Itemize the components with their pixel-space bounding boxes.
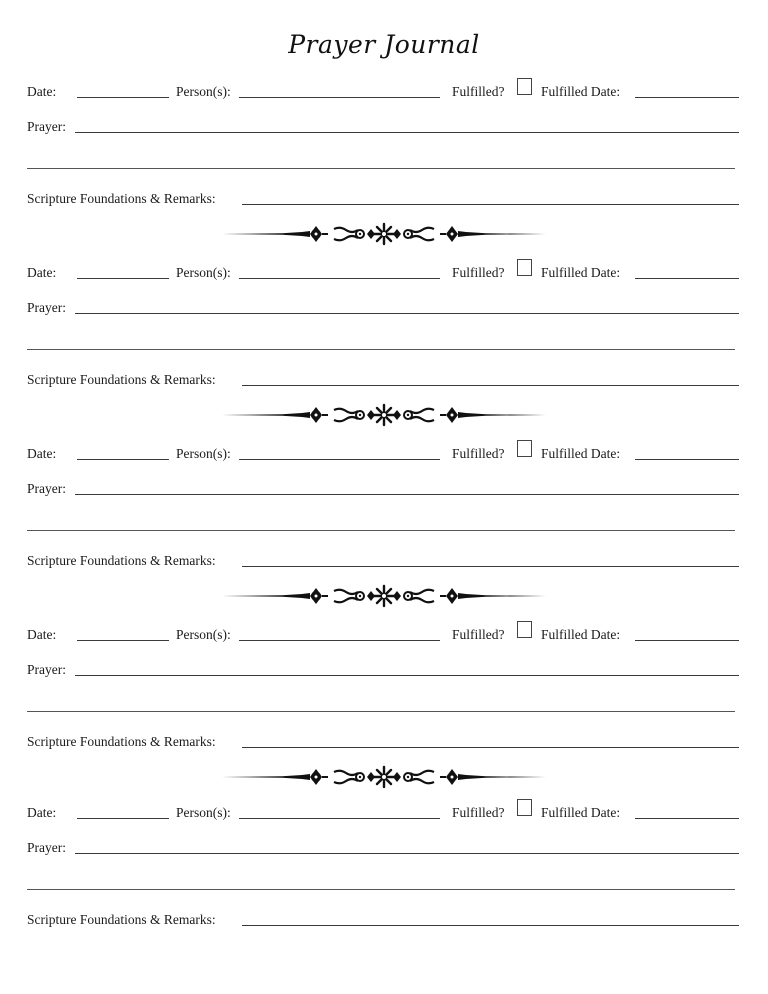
- prayer-continuation-line[interactable]: [27, 530, 735, 531]
- prayer-continuation-line[interactable]: [27, 168, 735, 169]
- prayer-field[interactable]: [75, 132, 739, 133]
- fulfilled-checkbox-icon[interactable]: [517, 78, 532, 95]
- page-title: Prayer Journal: [288, 30, 480, 59]
- prayer-field[interactable]: [75, 675, 739, 676]
- fulfilled-label: Fulfilled?: [452, 265, 505, 280]
- fulfilled-date-field[interactable]: [635, 97, 739, 98]
- prayer-label: Prayer:: [27, 840, 66, 855]
- fulfilled-date-field[interactable]: [635, 278, 739, 279]
- persons-field[interactable]: [239, 97, 440, 98]
- ornamental-divider-icon: [222, 222, 546, 246]
- persons-label: Person(s):: [176, 84, 231, 99]
- date-field[interactable]: [77, 278, 169, 279]
- scripture-label: Scripture Foundations & Remarks:: [27, 912, 216, 927]
- scripture-label: Scripture Foundations & Remarks:: [27, 553, 216, 568]
- scripture-label: Scripture Foundations & Remarks:: [27, 734, 216, 749]
- fulfilled-date-field[interactable]: [635, 459, 739, 460]
- prayer-continuation-line[interactable]: [27, 889, 735, 890]
- date-label: Date:: [27, 265, 57, 280]
- scripture-row: [27, 189, 739, 209]
- persons-field[interactable]: [239, 459, 440, 460]
- fulfilled-label: Fulfilled?: [452, 84, 505, 99]
- entry-header-row: [27, 82, 739, 102]
- prayer-label: Prayer:: [27, 300, 66, 315]
- fulfilled-checkbox-icon[interactable]: [517, 621, 532, 638]
- scripture-label: Scripture Foundations & Remarks:: [27, 372, 216, 387]
- fulfilled-checkbox-icon[interactable]: [517, 259, 532, 276]
- prayer-row: [27, 117, 739, 137]
- prayer-field[interactable]: [75, 494, 739, 495]
- scripture-field[interactable]: [242, 204, 739, 205]
- persons-label: Person(s):: [176, 627, 231, 642]
- persons-label: Person(s):: [176, 446, 231, 461]
- prayer-label: Prayer:: [27, 481, 66, 496]
- prayer-continuation-line[interactable]: [27, 349, 735, 350]
- persons-field[interactable]: [239, 818, 440, 819]
- date-label: Date:: [27, 446, 57, 461]
- scripture-label: Scripture Foundations & Remarks:: [27, 191, 216, 206]
- ornamental-divider-icon: [222, 403, 546, 427]
- prayer-row: [27, 660, 739, 680]
- date-label: Date:: [27, 627, 57, 642]
- fulfilled-date-label: Fulfilled Date:: [541, 805, 621, 820]
- fulfilled-label: Fulfilled?: [452, 805, 505, 820]
- persons-label: Person(s):: [176, 805, 231, 820]
- ornamental-divider-icon: [222, 765, 546, 789]
- fulfilled-checkbox-icon[interactable]: [517, 799, 532, 816]
- fulfilled-date-field[interactable]: [635, 640, 739, 641]
- fulfilled-date-label: Fulfilled Date:: [541, 627, 621, 642]
- prayer-row: [27, 298, 739, 318]
- persons-label: Person(s):: [176, 265, 231, 280]
- scripture-row: [27, 910, 739, 930]
- persons-field[interactable]: [239, 278, 440, 279]
- date-field[interactable]: [77, 640, 169, 641]
- fulfilled-label: Fulfilled?: [452, 446, 505, 461]
- persons-field[interactable]: [239, 640, 440, 641]
- fulfilled-date-label: Fulfilled Date:: [541, 84, 621, 99]
- prayer-label: Prayer:: [27, 662, 66, 677]
- date-field[interactable]: [77, 97, 169, 98]
- date-field[interactable]: [77, 818, 169, 819]
- entry-header-row: [27, 803, 739, 823]
- prayer-field[interactable]: [75, 853, 739, 854]
- fulfilled-date-label: Fulfilled Date:: [541, 265, 621, 280]
- scripture-row: [27, 370, 739, 390]
- prayer-row: [27, 838, 739, 858]
- entry-header-row: [27, 263, 739, 283]
- fulfilled-label: Fulfilled?: [452, 627, 505, 642]
- date-label: Date:: [27, 805, 57, 820]
- date-field[interactable]: [77, 459, 169, 460]
- entry-header-row: [27, 444, 739, 464]
- fulfilled-date-field[interactable]: [635, 818, 739, 819]
- entry-header-row: [27, 625, 739, 645]
- fulfilled-date-label: Fulfilled Date:: [541, 446, 621, 461]
- fulfilled-checkbox-icon[interactable]: [517, 440, 532, 457]
- prayer-field[interactable]: [75, 313, 739, 314]
- scripture-row: [27, 732, 739, 752]
- prayer-label: Prayer:: [27, 119, 66, 134]
- ornamental-divider-icon: [222, 584, 546, 608]
- scripture-field[interactable]: [242, 566, 739, 567]
- date-label: Date:: [27, 84, 57, 99]
- journal-entry-5: [0, 803, 768, 983]
- scripture-field[interactable]: [242, 747, 739, 748]
- scripture-field[interactable]: [242, 385, 739, 386]
- scripture-field[interactable]: [242, 925, 739, 926]
- scripture-row: [27, 551, 739, 571]
- prayer-continuation-line[interactable]: [27, 711, 735, 712]
- prayer-row: [27, 479, 739, 499]
